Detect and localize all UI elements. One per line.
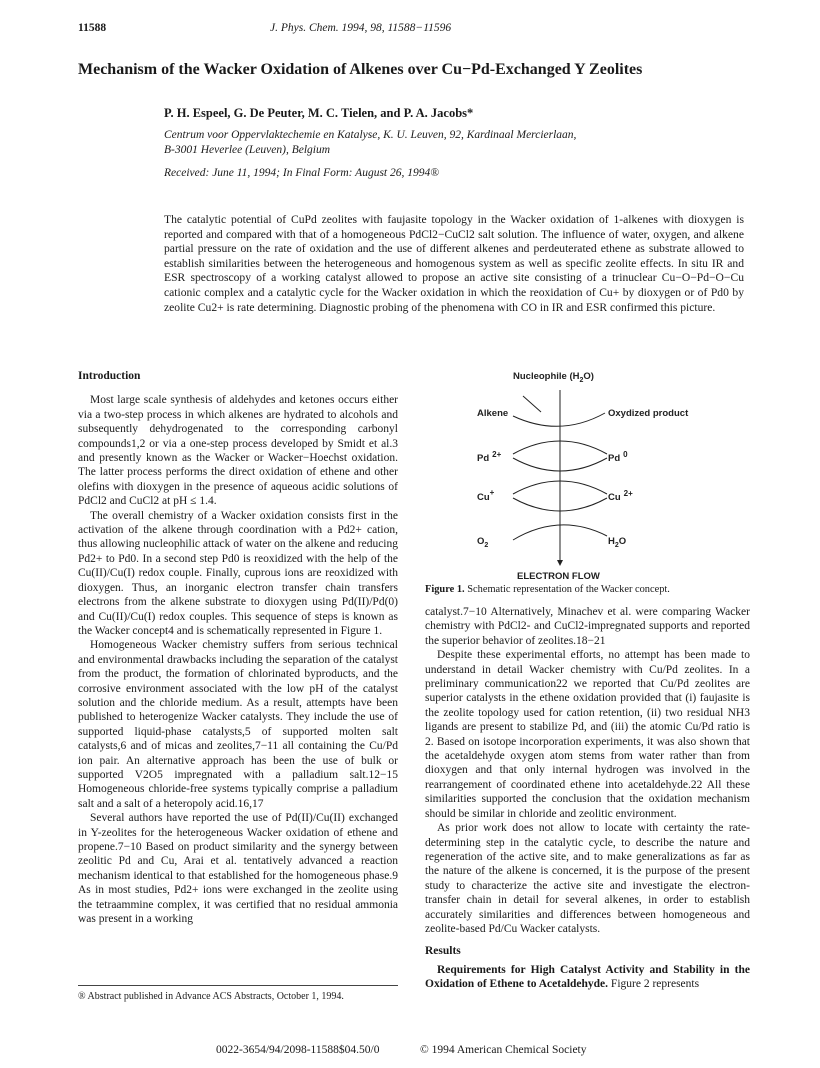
footnote: ® Abstract published in Advance ACS Abstracts, October 1, 1994. [78, 991, 344, 1002]
paragraph: Despite these experimental efforts, no attempt has been made to understand in detail Wacker chemistry with Cu/Pd zeolites. In a preliminary communication22 we reported that Cu/Pd zeolites are superior catalysts in the ethene oxidation provided that (i) faujasite is the zeolite topology used for cation retention, (ii) two residual NH3 ligands are present to stabilize Pd, and (iii) the atomic Cu/Pd ratio is 2. Based on isotope incorporation experiments, it was also shown that the acetaldehyde oxygen atom stems from water rather than from dioxygen and that only internal hydrogen was involved in the rearrangement of coordinated ethene into acetaldehyde.22 All these similarities supported the conclusion that the oxidation mechanism should be similar in chloride and zeolitic environment. [425, 649, 750, 820]
h2o-label: $H_2O$ [608, 536, 627, 549]
affiliation [164, 128, 684, 158]
alkene-label: Alkene [477, 408, 509, 419]
footer-code: 0022-3654/94/2098-11588$04.50/0 [216, 1044, 380, 1056]
paragraph: catalyst.7−10 Alternatively, Minachev et al. were comparing Wacker chemistry with PdCl2- and CuCl2-impregnated supports and reported the superior behavior of zeolites.18−21 [425, 606, 750, 647]
results-heading: Results [425, 945, 461, 958]
caption-label: Figure 1. [425, 584, 465, 595]
received-dates: Received: June 11, 1994; In Final Form: August 26, 1994® [164, 167, 439, 179]
right-column [425, 605, 750, 992]
pd0-label: Pd $^0$ [608, 450, 628, 464]
paragraph: Several authors have reported the use of Pd(II)/Cu(II) exchanged in Y-zeolites for the heterogeneous Wacker oxidation of ethene and propene.7−10 Based on product similarity and the synergy between zeolitic Pd and Cu, Arai et al. tentatively advanced a reaction mechanism identical to that established for the homogeneous phase.9 As in most studies, Pd2+ ions were exchanged in the zeolite using the tetraammine complex, it was certified that no residual ammonia was present in a working [78, 812, 398, 926]
results-text: Figure 2 represents [610, 978, 700, 991]
paragraph: Homogeneous Wacker chemistry suffers from serious technical and environmental drawbacks including the separation of the catalyst from the product, the formation of chlorinated byproducts, and the corrosive environment associated with the low pH of the catalyst solution and the chloride medium. As a result, attempts have been published to heterogenize Wacker catalysts. They include the use of supported liquid-phase catalysts,5 of supported molten salt catalysts,6 and of micas and zeolites,7−11 all containing the Cu/Pd ion pair. An alternative approach has been the use of bulk or supported V2O5 impregnated with a palladium salt.12−15 Homogeneous chloride-free systems typically comprise a palladium salt and a salt of a heteropoly acid.16,17 [78, 639, 398, 810]
nucleophile-arrow [523, 396, 541, 412]
oxydized-product-label: Oxydized product [608, 408, 689, 419]
left-column [78, 369, 398, 926]
journal-citation: J. Phys. Chem. 1994, 98, 11588−11596 [270, 22, 452, 34]
page-number: 11588 [78, 22, 107, 34]
results-subheading: Requirements for High Catalyst Activity and Stability in the Oxidation of Ethene to Acetaldehyde. [425, 963, 750, 991]
o2-label: $O_2$ [477, 536, 489, 549]
paragraph [425, 963, 750, 992]
intro-heading: Introduction [78, 370, 141, 382]
paragraph: As prior work does not allow to locate with certainty the rate-determining step in the catalytic cycle, to describe the nature and regeneration of the active site, and to make generalizations as far as the nature of the alkene is concerned, it is the purpose of the present study to characterize the active site and investigate the electron-transfer chain in detail for several alkenes, in order to establish accurately similarities and differences between homogeneous and zeolite-based Pd/Cu Wacker catalysts. [425, 822, 750, 935]
cu2-label: Cu $^{2+}$ [608, 489, 633, 503]
paragraph: The overall chemistry of a Wacker oxidation consists first in the activation of the alkene through coordination with a Pd2+ cation, thus allowing nucleophilic attack of water on the alkene and reducing Pd2+ to Pd0. In a second step Pd0 is reoxidized with the help of the Cu(II)/Cu(I) redox couple. Finally, cuprous ions are reoxidized with dioxygen. Thus, an inorganic electron transfer chain transfers electrons from the alkene substrate to dioxygen using Pd(II)/Pd(0) and Cu(II)/Cu(I) redox couples. This sequence of steps is known as the Wacker concept4 and is schematically represented in Figure 1. [78, 509, 398, 637]
abstract: The catalytic potential of CuPd zeolites with faujasite topology in the Wacker oxidation of 1-alkenes with dioxygen is reported and compared with that of a homogeneous PdCl2−CuCl2 salt solution. The influence of water, oxygen, and alkene partial pressure on the rate of oxidation and the use of different alkenes and perdeuterated ethene as substrate allowed to establish similarities between the heterogeneous and homogenous system as well as specific zeolite effects. In situ IR and ESR spectroscopy of a working catalyst allowed to propose an active site consisting of a trinuclear Cu−O−Pd−O−Cu cationic complex and a catalytic cycle for the Wacker oxidation in which the reoxidation of Cu+ by dioxygen or of Pd0 by zeolite Cu2+ is rate determining. Diagnostic probing of the phenomena with CO in IR and ESR confirmed this picture. [164, 213, 744, 314]
paper-title: Mechanism of the Wacker Oxidation of Alkenes over Cu−Pd-Exchanged Y Zeolites [78, 61, 643, 78]
axis-arrowhead [557, 560, 563, 566]
nucleophile-label: Nucleophile $(H_2O)$ [513, 371, 594, 384]
electron-flow-label: ELECTRON FLOW [517, 571, 600, 580]
affiliation-line-2: B-3001 Heverlee (Leuven), Belgium [164, 144, 331, 156]
paragraph: Most large scale synthesis of aldehydes and ketones occurs either via a two-step process in which alkenes are hydrated to alcohols and subsequently dehydrogenated to the corresponding carbonyl compounds1,2 or via a one-step process developed by Smidt et al.3 and presently known as the Wacker or Wacker−Hoechst oxidation. The latter process performs the direct oxidation of ethene and other olefins with dioxygen in the presence of aqueous acidic solutions of PdCl2 and CuCl2 at pH ≤ 1.4. [78, 394, 398, 508]
caption-text: Schematic representation of the Wacker concept. [467, 584, 670, 595]
figure-1-diagram [425, 368, 750, 580]
pd2-label: Pd $^{2+}$ [477, 450, 502, 464]
affiliation-line-1: Centrum voor Oppervlaktechemie en Katalyse, K. U. Leuven, 92, Kardinaal Mercierlaan, [164, 129, 577, 141]
footnote-divider [78, 985, 398, 986]
authors: P. H. Espeel, G. De Peuter, M. C. Tielen, and P. A. Jacobs* [164, 106, 474, 120]
cu-plus-label: Cu+ [477, 488, 495, 503]
footer-copyright: © 1994 American Chemical Society [420, 1044, 587, 1056]
cycle-arc [513, 413, 605, 426]
figure-1-caption [425, 584, 750, 595]
